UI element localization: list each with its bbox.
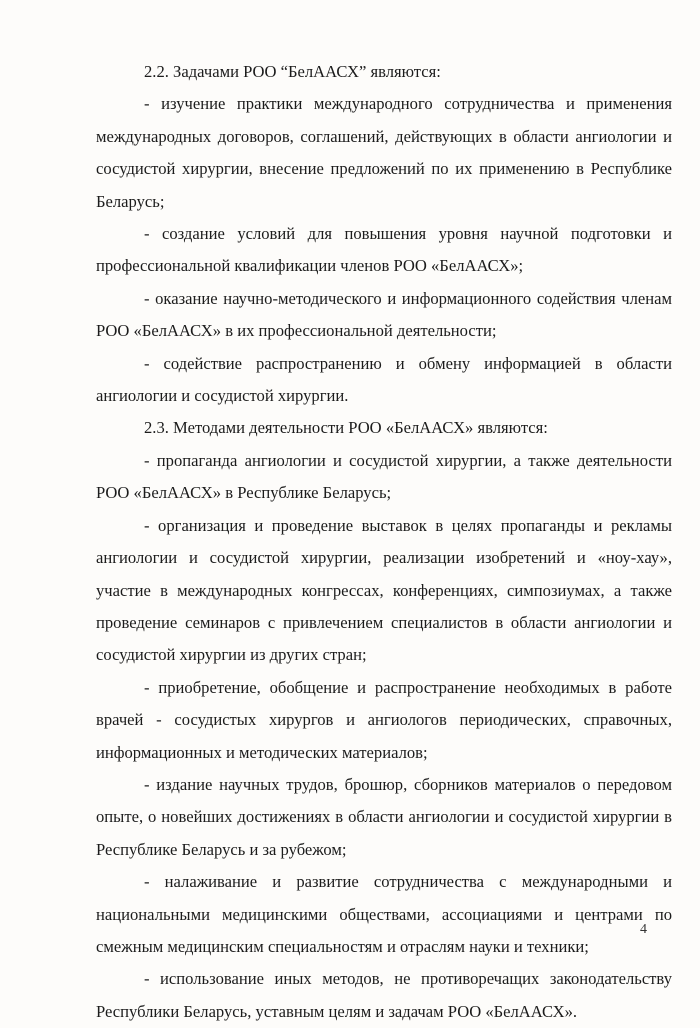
page-number: 4 bbox=[640, 922, 647, 937]
section-2-2-item: - изучение практики международного сотрудничества и применения международных договоров, соглашений, действующих в области ангиологии и сосудистой хирургии, внесение предложений по их применению в Республике Беларусь; bbox=[96, 94, 672, 211]
section-2-3-item: - издание научных трудов, брошюр, сборников материалов о передовом опыте, о новейших достижениях в области ангиологии и сосудистой хирургии в Республике Беларусь и за рубежом; bbox=[96, 774, 672, 859]
document-body bbox=[96, 56, 672, 1028]
section-2-2-item: - содействие распространению и обмену информацией в области ангиологии и сосудистой хирургии. bbox=[96, 353, 672, 406]
section-2-3-item: - приобретение, обобщение и распространение необходимых в работе врачей - сосудистых хирургов и ангиологов периодических, справочных, информационных и методических материалов; bbox=[96, 677, 672, 762]
section-2-3-heading: 2.3. Методами деятельности РОО «БелААСХ» являются: bbox=[144, 418, 548, 438]
section-2-3-item: - организация и проведение выставок в целях пропаганды и рекламы ангиологии и сосудистой хирургии, реализации изобретений и «ноу-хау», участие в международных конгрессах, конференциях, симпозиумах, а также проведение семинаров с привлечением специалистов в области ангиологии и сосудистой хирургии из других стран; bbox=[96, 515, 672, 665]
section-2-3-item: - использование иных методов, не противоречащих законодательству Республики Беларусь, уставным целям и задачам РОО «БелААСХ». bbox=[96, 969, 672, 1021]
section-2-2-item: - оказание научно-методического и информационного содействия членам РОО «БелААСХ» в их профессиональной деятельности; bbox=[96, 288, 672, 341]
section-2-3-item: - пропаганда ангиологии и сосудистой хирургии, а также деятельности РОО «БелААСХ» в Республике Беларусь; bbox=[96, 450, 672, 503]
section-2-3-item: - налаживание и развитие сотрудничества с международными и национальными медицинскими обществами, ассоциациями и центрами по смежным медицинским специальностям и отраслям науки и техники; bbox=[96, 872, 672, 956]
section-2-2-heading: 2.2. Задачами РОО “БелААСХ” являются: bbox=[144, 62, 441, 81]
section-2-2-item: - создание условий для повышения уровня научной подготовки и профессиональной квалификации членов РОО «БелААСХ»; bbox=[96, 224, 672, 276]
